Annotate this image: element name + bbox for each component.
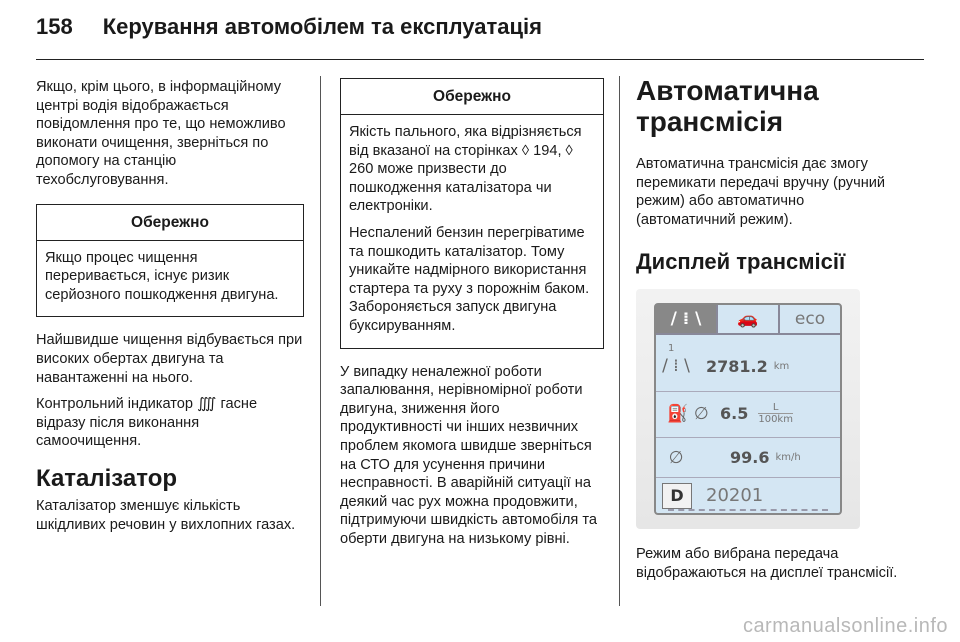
column-2 [340,78,604,556]
particulate-filter-icon: ⨌ [197,396,217,413]
paragraph: Автоматична трансмісія дає змогу перемикати передачі вручну (ручний режим) або автоматично (автоматичний режим). [636,156,886,228]
warning-box [36,204,304,318]
gear-indicator: D [662,483,692,509]
consumption-unit: L 100km [758,402,793,426]
chapter-title: Керування автомобілем та експлуатація [102,14,542,39]
page-number: 158 [36,14,73,39]
warning-text: Якщо процес чищення переривається, існує ризик серйозного пошкодження двигуна. [45,249,279,303]
gear-row [656,477,840,513]
column-divider-1 [320,76,321,606]
figure-caption: Режим або вибрана передача відображаються на дисплеї трансмісії. [636,546,898,581]
warning-box [340,78,604,349]
column-3 [636,75,904,591]
subsection-title: Дисплей трансмісії [636,249,846,275]
average-icon: ∅ [668,447,684,468]
odometer: 20201 [706,485,764,507]
watermark: carmanualsonline.info [742,615,948,637]
section-title: Каталізатор [36,464,178,492]
road-icon: / ⁞ \ [662,356,690,377]
trip-distance: 2781.2 [706,356,768,376]
consumption-row [656,391,840,435]
trip-row [656,343,840,389]
column-1 [36,78,304,542]
warning-text: Неспалений бензин перегріватиме та пошкодить каталізатор. Тому уникайте надмірного використання стартера та руху з порожнім баком. Забороняється запуск двигуна буксируванням. [349,224,590,334]
eco-label: eco [778,305,840,333]
page-header [36,14,924,50]
transmission-display-illustration [636,289,860,529]
warning-text: Якість пального, яка відрізняється від вказаної на сторінках ◊ 194, ◊ 260 може призвести до пошкодження каталізатора чи електроніки. [349,124,582,215]
speed-row [656,437,840,477]
paragraph: Якщо, крім цього, в інформаційному центрі водія відображається повідомлення про те, що неможливо виконати очищення, зверніться по допомогу на станцію техобслуговування. [36,79,286,188]
fuel-pump-icon: ⛽ ∅ [667,403,709,424]
column-divider-2 [619,76,620,606]
speed-unit: km/h [775,452,801,464]
distance-unit: km [773,360,790,372]
warning-title: Обережно [341,79,603,115]
section-title: Автоматична трансмісія [636,75,819,137]
header-divider [36,59,924,60]
car-icon: 🚗 [716,305,778,333]
dashed-line [668,509,828,511]
paragraph: У випадку неналежної роботи запалювання, нерівномірної роботи двигуна, зниження його продуктивності чи інших незвичних проблем якомога швидше зверніться на СТО для усунення причини несправності. В аварійній ситуації на деякий час рух можна продовжити, підтримуючи швидкість автомобіля та оберти двигуна на низькому рівні. [340,363,597,547]
display-screen [654,303,842,515]
trip-number: 1 [668,343,675,355]
paragraph: Каталізатор зменшує кількість шкідливих речовин у вихлопних газах. [36,497,296,533]
display-tabs [656,305,840,335]
warning-title: Обережно [37,205,303,241]
fuel-consumption: 6.5 [720,404,749,424]
paragraph: Найшвидше чищення відбувається при високих обертах двигуна та навантаженні на нього. [36,332,303,386]
road-icon: / ⁞ \ [656,305,716,333]
average-speed: 99.6 [730,448,770,468]
paragraph-indicator: Контрольний індикатор ⨌ гасне відразу після виконання самоочищення. [36,396,258,450]
